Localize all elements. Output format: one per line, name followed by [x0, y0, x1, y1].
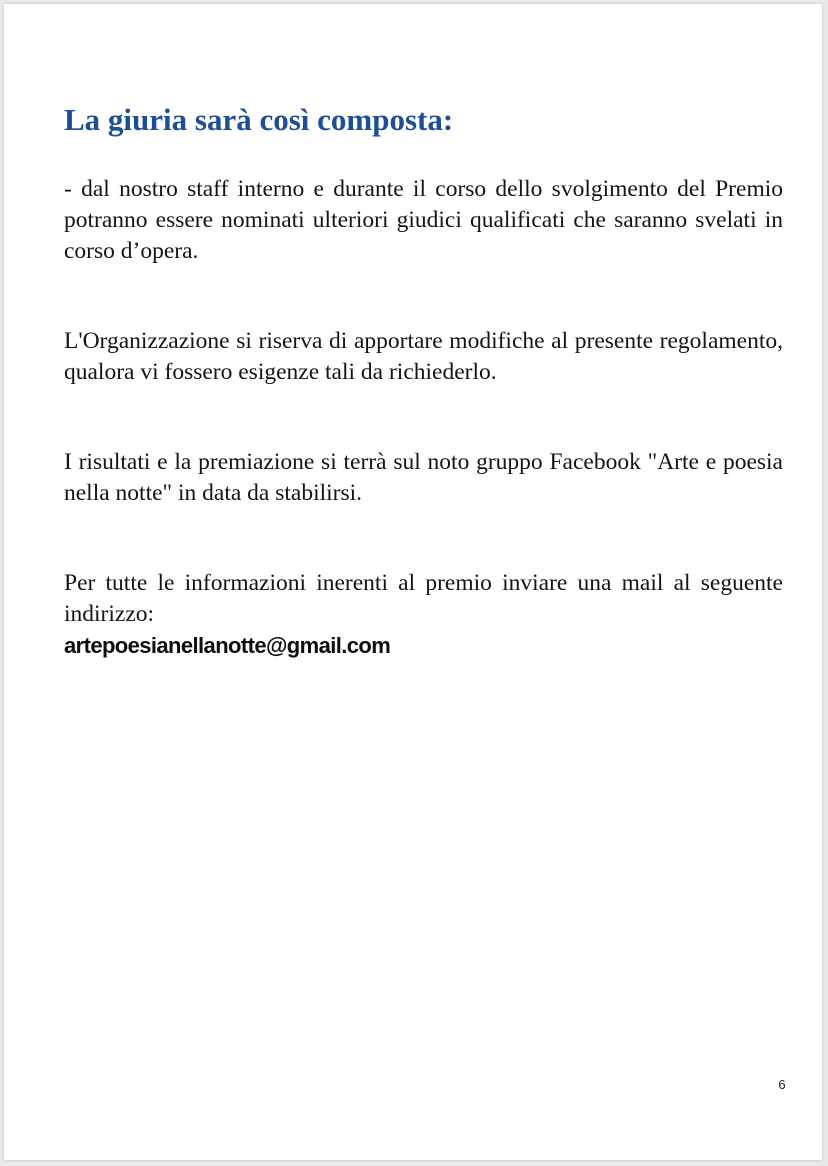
- page-content: [64, 100, 783, 661]
- info-paragraph: Per tutte le informazioni inerenti al premio inviare una mail al seguente indirizzo:: [64, 570, 783, 627]
- jury-paragraph: - dal nostro staff interno e durante il corso dello svolgimento del Premio potranno essere nominati ulteriori giudici qualificati che saranno svelati in corso d’opera.: [64, 176, 783, 264]
- document-page: [4, 4, 822, 1160]
- info-block: [64, 568, 783, 661]
- section-heading: La giuria sarà così composta:: [64, 102, 454, 137]
- contact-email: artepoesianellanotte@gmail.com: [64, 633, 391, 658]
- modifications-paragraph: L'Organizzazione si riserva di apportare modifiche al presente regolamento, qualora vi fossero esigenze tali da richiederlo.: [64, 328, 783, 385]
- page-number: 6: [778, 1077, 786, 1092]
- results-paragraph: I risultati e la premiazione si terrà sul noto gruppo Facebook "Arte e poesia nella notte" in data da stabilirsi.: [64, 449, 783, 506]
